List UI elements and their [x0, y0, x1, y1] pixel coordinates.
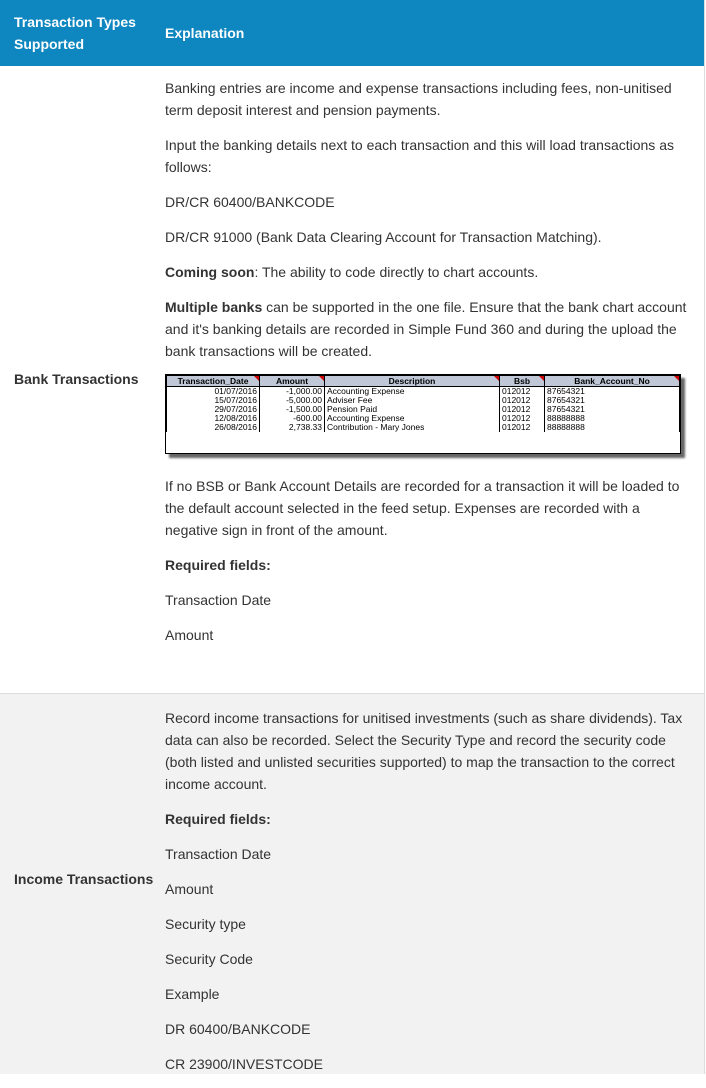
sheet-cell: 26/08/2016 — [167, 423, 260, 432]
sheet-cell: 87654321 — [545, 405, 680, 414]
coming-soon-paragraph — [165, 261, 690, 283]
required-field: Transaction Date — [165, 846, 272, 862]
sheet-cell: 29/07/2016 — [167, 405, 260, 414]
sheet-header-cell: Bsb — [500, 376, 545, 387]
required-field: Amount — [165, 881, 214, 897]
required-fields-heading: Required fields: — [165, 557, 271, 573]
required-field: Security type — [165, 916, 246, 932]
sheet-cell: 012012 — [500, 387, 545, 397]
table-header — [0, 0, 704, 66]
bank-transactions-label: Bank Transactions — [14, 371, 139, 387]
header-explanation: Explanation — [165, 25, 245, 41]
sheet-cell: -5,000.00 — [260, 396, 325, 405]
example-entry: DR 60400/BANKCODE — [165, 1021, 311, 1037]
table-row-income-transactions — [0, 694, 704, 1074]
required-field: Transaction Date — [165, 592, 272, 608]
sheet-header-cell: Transaction_Date — [167, 376, 260, 387]
bank-paragraph: If no BSB or Bank Account Details are recorded for a transaction it will be loaded to the default account selected in the feed setup. Expenses are recorded with a negative sign in front of the amount. — [165, 478, 680, 538]
bank-paragraph: Input the banking details next to each transaction and this will load transactions as follows: — [165, 137, 674, 175]
sheet-cell: -1,500.00 — [260, 405, 325, 414]
sheet-cell: -1,000.00 — [260, 387, 325, 397]
sheet-cell: Accounting Expense — [325, 387, 500, 397]
table-row-bank-transactions — [0, 66, 704, 694]
bank-paragraph: DR/CR 91000 (Bank Data Clearing Account for Transaction Matching). — [165, 229, 602, 245]
sheet-cell: 012012 — [500, 423, 545, 432]
sheet-cell: -600.00 — [260, 414, 325, 423]
coming-soon-text: : The ability to code directly to chart accounts. — [254, 264, 539, 280]
required-fields-heading: Required fields: — [165, 811, 271, 827]
bank-explanation — [165, 77, 690, 375]
sheet-header-cell: Description — [325, 376, 500, 387]
sheet-cell: 2,738.33 — [260, 423, 325, 432]
sheet-cell: 12/08/2016 — [167, 414, 260, 423]
bank-paragraph: Banking entries are income and expense transactions including fees, non-unitised term deposit interest and pension payments. — [165, 80, 672, 118]
coming-soon-label: Coming soon — [165, 264, 255, 280]
spreadsheet-table — [166, 375, 680, 432]
multiple-banks-label: Multiple banks — [165, 299, 263, 315]
income-transactions-label: Income Transactions — [14, 871, 154, 887]
sheet-cell: 01/07/2016 — [167, 387, 260, 397]
multiple-banks-paragraph — [165, 296, 690, 362]
required-field: Security Code — [165, 951, 253, 967]
sheet-cell: 012012 — [500, 414, 545, 423]
spreadsheet-header-row — [167, 376, 680, 387]
sheet-cell: Pension Paid — [325, 405, 500, 414]
sheet-cell: Contribution - Mary Jones — [325, 423, 500, 432]
example-label: Example — [165, 986, 220, 1002]
sheet-cell: Accounting Expense — [325, 414, 500, 423]
sheet-cell: 88888888 — [545, 423, 680, 432]
bank-paragraph: DR/CR 60400/BANKCODE — [165, 194, 335, 210]
sheet-cell: 88888888 — [545, 414, 680, 423]
sheet-cell: 87654321 — [545, 396, 680, 405]
sheet-cell: 15/07/2016 — [167, 396, 260, 405]
spreadsheet-example-image — [165, 374, 683, 459]
income-paragraph: Record income transactions for unitised investments (such as share dividends). Tax data can also be recorded. Select the Security Type and record the security code (both listed and unlisted securities supported) to map the transaction to the correct income account. — [165, 710, 683, 792]
income-explanation — [165, 707, 690, 1088]
sheet-header-cell: Amount — [260, 376, 325, 387]
required-field: Amount — [165, 627, 214, 643]
multiple-banks-text: can be supported in the one file. Ensure that the bank chart account and it's banking details are recorded in Simple Fund 360 and during the upload the bank transactions will be created. — [165, 299, 687, 359]
sheet-cell: 012012 — [500, 405, 545, 414]
bank-explanation-continued — [165, 475, 690, 659]
sheet-cell: Adviser Fee — [325, 396, 500, 405]
header-transaction-types: Transaction Types Supported — [14, 14, 136, 52]
example-entry: CR 23900/INVESTCODE — [165, 1056, 323, 1072]
sheet-cell: 87654321 — [545, 387, 680, 397]
table-row — [167, 423, 680, 432]
sheet-header-cell: Bank_Account_No — [545, 376, 680, 387]
sheet-cell: 012012 — [500, 396, 545, 405]
